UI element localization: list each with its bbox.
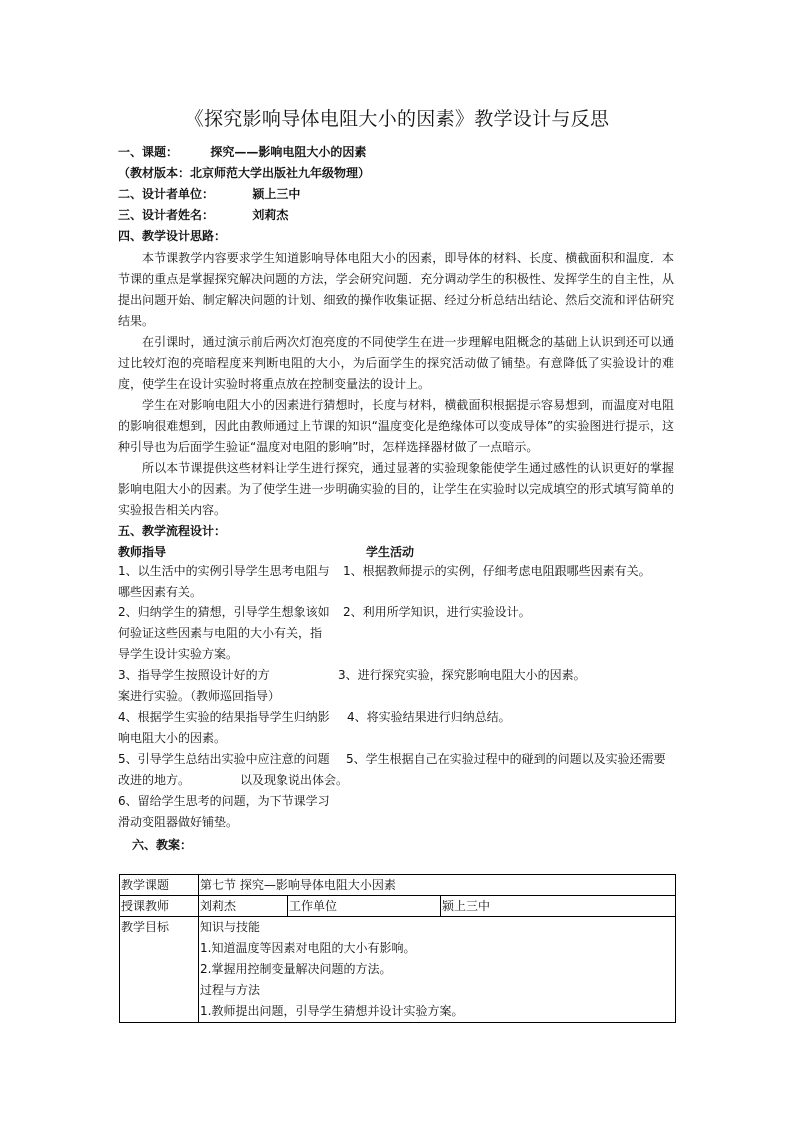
flow-text: 1、以生活中的实例引导学生思考电阻与 bbox=[118, 564, 330, 578]
table-row bbox=[120, 917, 676, 1023]
course-value: 第七节 探究—影响导体电阻大小因素 bbox=[199, 875, 676, 896]
flow-student-step: 以及现象说出体会。 bbox=[240, 773, 349, 787]
flow-text: 2、归纳学生的猜想，引导学生想象该如 bbox=[118, 605, 330, 619]
flow-text: 何验证这些因素与电阻的大小有关，指 bbox=[118, 626, 323, 640]
flow-student-step: 4、将实验结果进行归纳总结。 bbox=[347, 710, 511, 724]
flow-text: 案进行实验。（教师巡回指导） bbox=[118, 689, 281, 703]
work-unit-label: 工作单位 bbox=[288, 896, 441, 917]
flow-text: 6、留给学生思考的问题，为下节课学习 bbox=[118, 794, 330, 808]
flow-text: 导学生设计实验方案。 bbox=[118, 647, 239, 661]
flow-text: 5、引导学生总结出实验中应注意的问题 bbox=[118, 752, 330, 766]
topic-line bbox=[118, 144, 366, 160]
designer-line bbox=[118, 207, 288, 223]
flow-teacher-step bbox=[118, 791, 338, 833]
work-unit-value: 颍上三中 bbox=[441, 896, 676, 917]
plan-heading: 六、教案： bbox=[132, 838, 193, 852]
flow-student-step: 1、根据教师提示的实例，仔细考虑电阻跟哪些因素有关。 bbox=[343, 564, 651, 578]
goal-line: 过程与方法 bbox=[200, 983, 261, 997]
lesson-plan-table bbox=[119, 874, 676, 1023]
design-heading: 四、教学设计思路： bbox=[118, 229, 227, 243]
paragraph: 在引课时，通过演示前后两次灯泡亮度的不同使学生在进一步理解电阻概念的基础上认识到还可以通过比较灯泡的亮暗程度来判断电阻的大小，为后面学生的探究活动做了铺垫。有意降低了实验设计的难度，使学生在设计实验时将重点放在控制变量法的设计上。 bbox=[118, 335, 674, 391]
course-label: 教学课题 bbox=[120, 875, 199, 896]
table-row bbox=[120, 875, 676, 896]
flow-teacher-step bbox=[118, 665, 338, 707]
flow-col-student: 学生活动 bbox=[366, 545, 415, 559]
unit-line bbox=[118, 186, 300, 202]
flow-text: 改进的地方。 bbox=[118, 773, 191, 787]
unit-value: 颍上三中 bbox=[252, 187, 301, 201]
document-title: 《探究影响导体电阻大小的因素》教学设计与反思 bbox=[184, 108, 610, 130]
flow-teacher-step bbox=[118, 707, 338, 749]
edition-line: （教材版本：北京师范大学出版社九年级物理） bbox=[118, 166, 371, 180]
topic-label: 一、课题： bbox=[118, 145, 179, 159]
designer-value: 刘莉杰 bbox=[252, 208, 289, 222]
goal-line: 2.掌握用控制变量解决问题的方法。 bbox=[200, 962, 392, 976]
teacher-label: 授课教师 bbox=[120, 896, 199, 917]
flow-text: 3、指导学生按照设计好的方 bbox=[118, 668, 270, 682]
flow-text: 哪些因素有关。 bbox=[118, 585, 203, 599]
flow-student-step: 3、进行探究实验，探究影响电阻大小的因素。 bbox=[338, 668, 586, 682]
goal-line: 1.知道温度等因素对电阻的大小有影响。 bbox=[200, 941, 416, 955]
table-row bbox=[120, 896, 676, 917]
flow-teacher-step bbox=[118, 602, 338, 665]
flow-student-step: 2、利用所学知识，进行实验设计。 bbox=[343, 605, 531, 619]
flow-teacher-step bbox=[118, 561, 338, 603]
flow-student-step: 5、学生根据自己在实验过程中的碰到的问题以及实验还需要 bbox=[346, 752, 666, 766]
goal-cell bbox=[199, 917, 676, 1023]
goal-label: 教学目标 bbox=[120, 917, 199, 1023]
teacher-value: 刘莉杰 bbox=[199, 896, 288, 917]
goal-line: 1.教师提出问题，引导学生猜想并设计实验方案。 bbox=[200, 1004, 464, 1018]
paragraph: 学生在对影响电阻大小的因素进行猜想时，长度与材料，横截面积根据提示容易想到，而温度对电阻的影响很难想到，因此由教师通过上节课的知识“温度变化是绝缘体可以变成导体”的实验图进行提示，这种引导也为后面学生验证“温度对电阻的影响”时，怎样选择器材做了一点暗示。 bbox=[118, 398, 674, 454]
paragraph: 本节课教学内容要求学生知道影响导体电阻大小的因素，即导体的材料、长度、横截面积和温度．本节课的重点是掌握探究解决问题的方法，学会研究问题．充分调动学生的积极性、发挥学生的自主性，从提出问题开始、制定解决问题的计划、细致的操作收集证据、经过分析总结出结论、然后交流和评估研究结果。 bbox=[118, 251, 674, 328]
flow-text: 4、根据学生实验的结果指导学生归纳影 bbox=[118, 710, 330, 724]
unit-label: 二、设计者单位： bbox=[118, 187, 215, 201]
flow-text: 滑动变阻器做好铺垫。 bbox=[118, 815, 239, 829]
goal-line: 知识与技能 bbox=[200, 920, 261, 934]
flow-heading: 五、教学流程设计： bbox=[118, 524, 227, 538]
flow-text: 响电阻大小的因素。 bbox=[118, 731, 227, 745]
topic-value: 探究——影响电阻大小的因素 bbox=[210, 145, 367, 159]
flow-col-teacher: 教师指导 bbox=[118, 545, 167, 559]
paragraph: 所以本节课提供这些材料让学生进行探究，通过显著的实验现象能使学生通过感性的认识更好的掌握影响电阻大小的因素。为了使学生进一步明确实验的目的，让学生在实验时以完成填空的形式填写简单的实验报告相关内容。 bbox=[118, 461, 674, 517]
designer-label: 三、设计者姓名： bbox=[118, 208, 215, 222]
